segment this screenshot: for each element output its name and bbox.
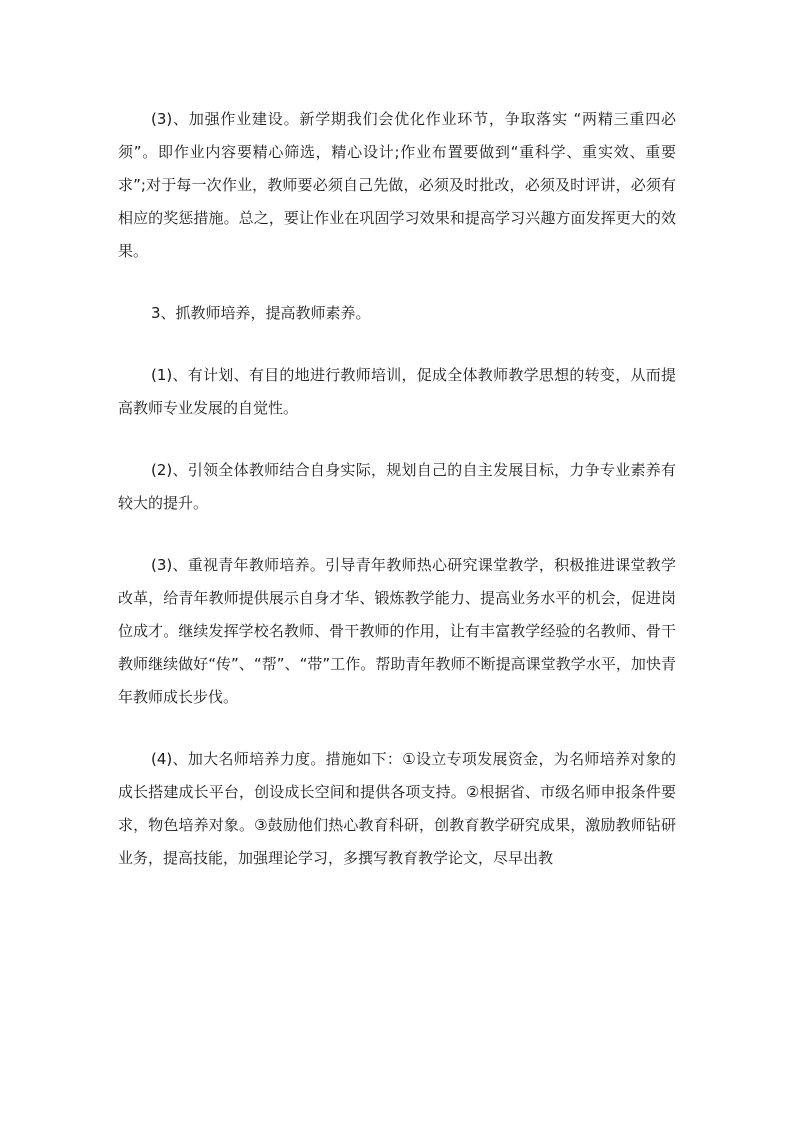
paragraph-famous-teachers: (4)、加大名师培养力度。措施如下：①设立专项发展资金，为名师培养对象的成长搭建成长平台，创设成长空间和提供各项支持。②根据省、市级名师申报条件要求，物色培养对象。③鼓励他们热心教育科研，创教育教学研究成果，激励教师钻研业务，提高技能，加强理论学习，多撰写教育教学论文，尽早出教 — [118, 750, 676, 867]
paragraph-development-goals: (2)、引领全体教师结合自身实际，规划自己的自主发展目标，力争专业素养有较大的提升。 — [118, 461, 676, 512]
paragraph-training-plan: (1)、有计划、有目的地进行教师培训，促成全体教师教学思想的转变，从而提高教师专业发展的自觉性。 — [118, 366, 676, 417]
document-body — [118, 103, 676, 904]
paragraph-homework: (3)、加强作业建设。新学期我们会优化作业环节，争取落实 “两精三重四必须”。即作业内容要精心筛选，精心设计;作业布置要做到“重科学、重实效、重要求”;对于每一次作业，教师要必须自己先做，必须及时批改，必须及时评讲，必须有相应的奖惩措施。总之，要让作业在巩固学习效果和提高学习兴趣方面发挥更大的效果。 — [118, 110, 676, 260]
section-heading-teacher-training: 3、抓教师培养，提高教师素养。 — [151, 304, 371, 322]
paragraph-young-teachers: (3)、重视青年教师培养。引导青年教师热心研究课堂教学，积极推进课堂教学改革，给青年教师提供展示自身才华、锻炼教学能力、提高业务水平的机会，促进岗位成才。继续发挥学校名教师、骨干教师的作用，让有丰富教学经验的名教师、骨干教师继续做好“传”、“帮”、“带”工作。帮助青年教师不断提高课堂教学水平，加快青年教师成长步伐。 — [118, 556, 676, 706]
